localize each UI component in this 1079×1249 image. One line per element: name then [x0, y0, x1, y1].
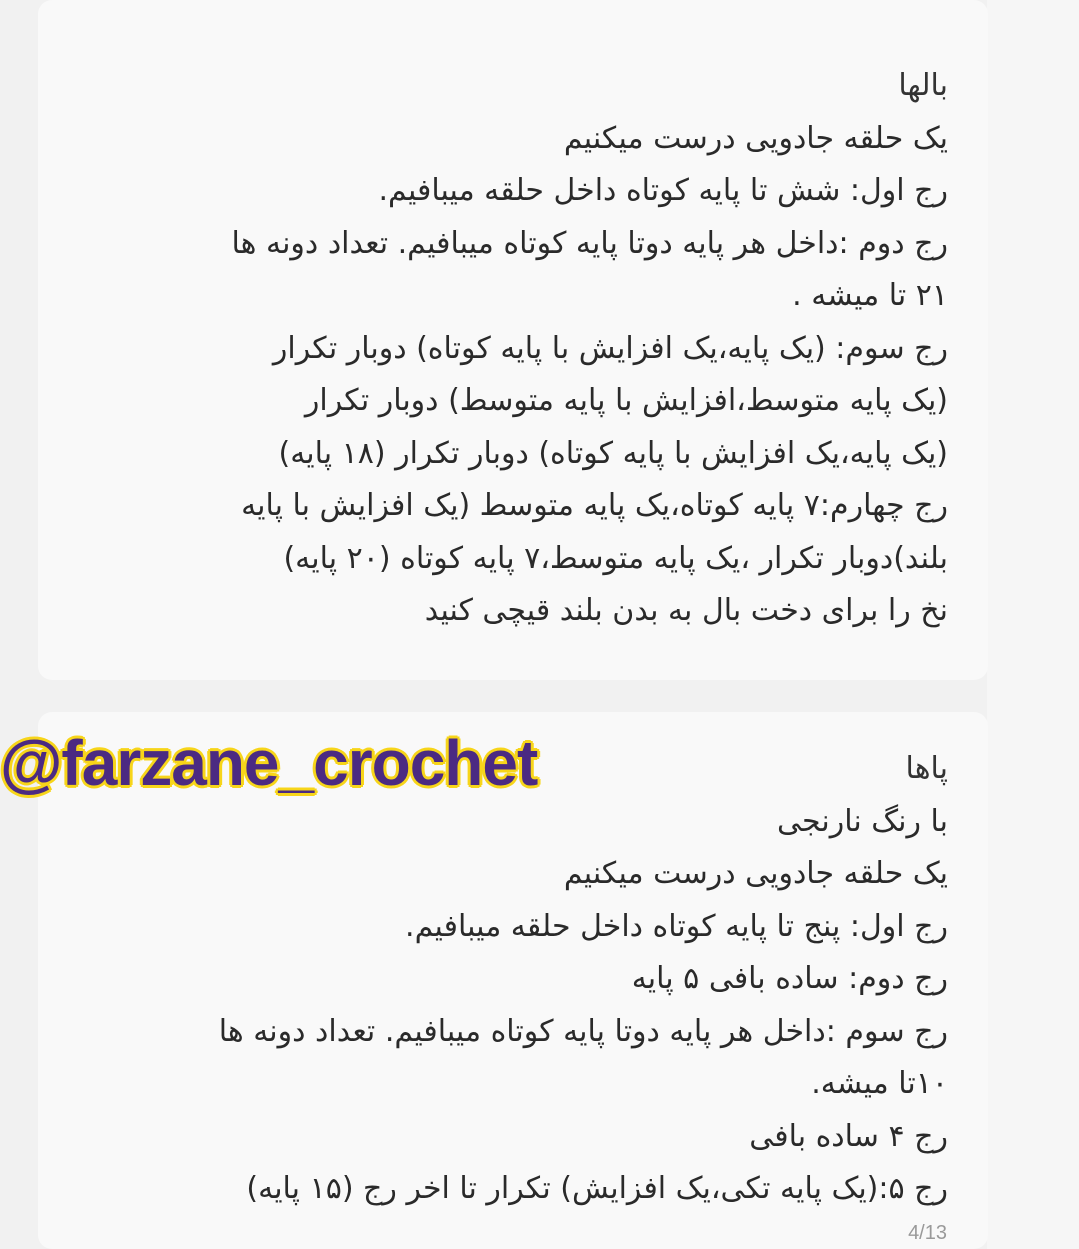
wings-line: نخ را برای دخت بال به بدن بلند قیچی کنید [424, 593, 948, 628]
legs-instructions [118, 743, 948, 1216]
legs-line: رج اول: پنج تا پایه کوتاه داخل حلقه میبافیم. [405, 908, 948, 944]
legs-line: با رنگ نارنجی [777, 803, 948, 839]
legs-line: رج سوم :داخل هر پایه دوتا پایه کوتاه میبافیم. تعداد دونه ها [218, 1013, 948, 1049]
wings-line: رج اول: شش تا پایه کوتاه داخل حلقه میبافیم. [378, 173, 948, 208]
legs-line: رج ۵:(یک پایه تکی،یک افزایش) تکرار تا اخر رج (۱۵ پایه) [246, 1171, 948, 1206]
page-counter: 4/13 [908, 1222, 947, 1244]
wings-line: ۲۱ تا میشه . [792, 278, 948, 313]
legs-line: رج دوم: ساده بافی ۵ پایه [631, 961, 948, 996]
wings-line: (یک پایه،یک افزایش با پایه کوتاه) دوبار تکرار (۱۸ پایه) [278, 435, 948, 471]
wings-line: یک حلقه جادویی درست میکنیم [563, 120, 948, 156]
wings-line: رج چهارم:۷ پایه کوتاه،یک پایه متوسط (یک افزایش با پایه [241, 488, 948, 523]
wings-title: بالها [898, 68, 948, 103]
wings-line: (یک پایه متوسط،افزایش با پایه متوسط) دوبار تکرار [304, 383, 948, 418]
wings-line: رج دوم :داخل هر پایه دوتا پایه کوتاه میبافیم. تعداد دونه ها [231, 225, 948, 261]
wings-line: بلند)دوبار تکرار ،یک پایه متوسط،۷ پایه کوتاه (۲۰ پایه) [283, 540, 948, 576]
legs-line: ۱۰تا میشه. [811, 1066, 948, 1101]
wings-line: رج سوم: (یک پایه،یک افزایش با پایه کوتاه) دوبار تکرار [272, 330, 948, 366]
wings-instructions [118, 60, 948, 638]
right-edge-strip [987, 0, 1079, 1249]
watermark-text: @farzane_crochet [0, 727, 538, 799]
legs-title: پاها [905, 751, 948, 786]
legs-line: رج ۴ ساده بافی [749, 1118, 948, 1154]
legs-line: یک حلقه جادویی درست میکنیم [563, 856, 948, 891]
